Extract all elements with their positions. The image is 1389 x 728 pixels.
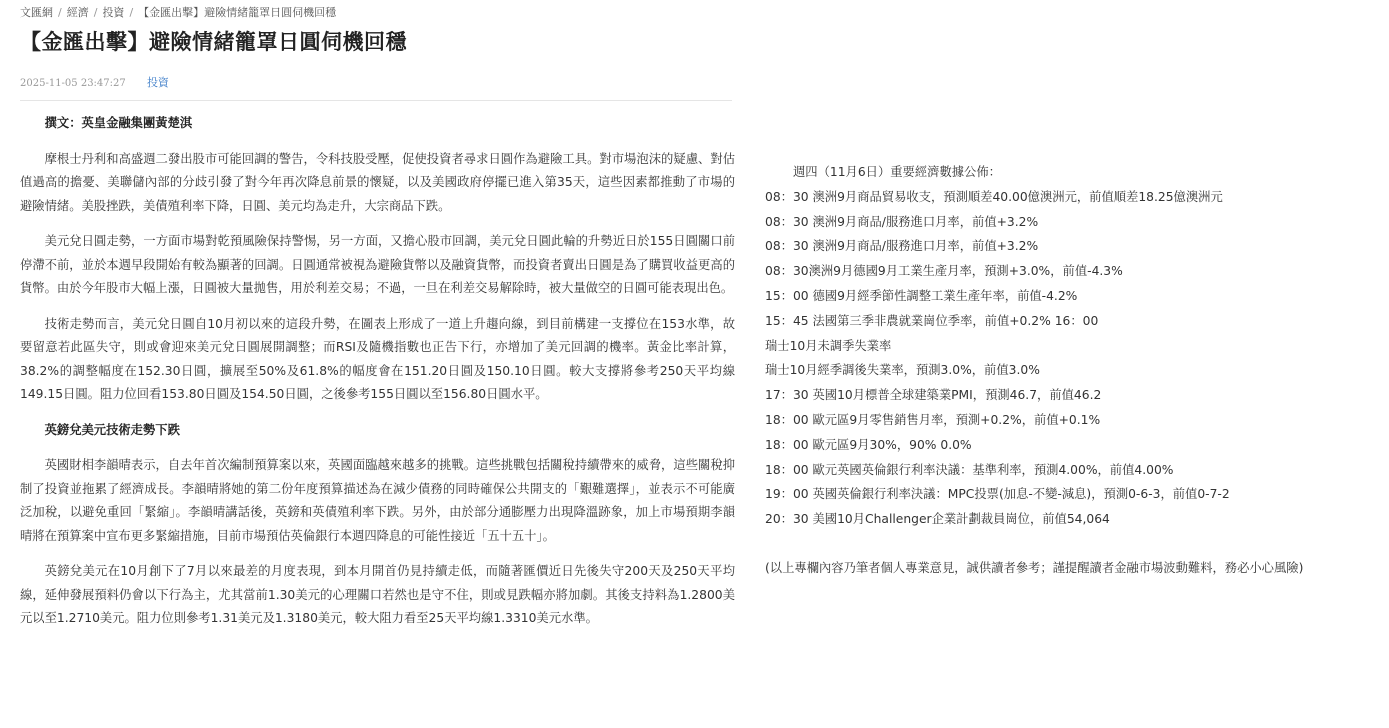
article-paragraph: 英鎊兌美元在10月創下了7月以來最差的月度表現，到本月開首仍見持續走低，而隨著匯價近日先後失守200天及250天平均線，延伸發展預料仍會以下行為主，尤其當前1.30美元的心理關口若然也是守不住，則或見跌幅亦將加劇。其後支持料為1.2800美元以至1.2710美元。阻力位則參考1.31美元及1.3180美元，較大阻力看至25天平均線1.3310美元水準。 bbox=[20, 564, 735, 625]
title-divider bbox=[20, 100, 732, 101]
breadcrumb-home-link[interactable]: 文匯網 bbox=[20, 6, 53, 19]
calendar-event: 17：30 英國10月標普全球建築業PMI，預測46.7，前值46.2 bbox=[765, 388, 1102, 403]
breadcrumb-separator: / bbox=[93, 6, 98, 19]
breadcrumb-current-article-link[interactable]: 【金匯出擊】避險情緒籠罩日圓伺機回穩 bbox=[138, 6, 337, 19]
calendar-event: 瑞士10月經季調後失業率，預測3.0%，前值3.0% bbox=[765, 363, 1040, 378]
calendar-event: 19：00 英國英倫銀行利率決議：MPC投票(加息-不變-減息)，預測0-6-3，前值0-7-2 bbox=[765, 487, 1230, 502]
calendar-event: 20：30 美國10月Challenger企業計劃裁員崗位，前值54,064 bbox=[765, 512, 1110, 527]
calendar-event: 15：00 德國9月經季節性調整工業生產年率，前值-4.2% bbox=[765, 288, 1078, 303]
economic-calendar bbox=[765, 160, 1365, 581]
calendar-event: 08：30 澳洲9月商品/服務進口月率，前值+3.2% bbox=[765, 239, 1039, 254]
disclaimer-note: (以上專欄內容乃筆者個人專業意見，誠供讀者參考；謹提醒讀者金融市場波動難料，務必小心風險) bbox=[765, 560, 1304, 575]
calendar-event: 08：30 澳洲9月商品貿易收支，預測順差40.00億澳洲元，前值順差18.25億澳洲元 bbox=[765, 189, 1223, 204]
breadcrumb-separator: / bbox=[58, 6, 62, 19]
breadcrumb bbox=[20, 4, 336, 20]
article-datetime: 2025-11-05 23:47:27 bbox=[20, 78, 126, 89]
article-paragraph: 技術走勢而言，美元兌日圓自10月初以來的這段升勢，在圖表上形成了一道上升趨向線，到目前構建一支撐位在153水準，故要留意若此區失守，則或會迎來美元兌日圓展開調整；而RSI及隨機指數也正告下行，亦增加了美元回調的機率。黃金比率計算，38.2%的調整幅度在152.30日圓，擴展至50%及61.8%的幅度會在151.20日圓及150.10日圓。較大支撐將參考250天平均線149.15日圓。阻力位回看153.80日圓及154.50日圓，之後參考155日圓以至156.80日圓水平。 bbox=[20, 316, 735, 401]
calendar-event: 18：00 歐元英國英倫銀行利率決議：基準利率，預測4.00%，前值4.00% bbox=[765, 462, 1174, 477]
article-category-link[interactable]: 投資 bbox=[146, 76, 169, 89]
calendar-event: 18：00 歐元區9月零售銷售月率，預測+0.2%，前值+0.1% bbox=[765, 412, 1101, 427]
breadcrumb-economy-link[interactable]: 經濟 bbox=[66, 6, 89, 19]
calendar-intro: 週四（11月6日）重要經濟數據公佈： bbox=[793, 165, 1001, 179]
calendar-event: 18：00 歐元區9月30%，90% 0.0% bbox=[765, 437, 972, 452]
article-paragraph: 美元兌日圓走勢，一方面市場對乾預風險保持警惕，另一方面，又擔心股市回調，美元兌日圓此輪的升勢近日於155日圓關口前停滯不前，並於本週早段開始有較為顯著的回調。日圓通常被視為避險貨幣以及融資貨幣，而投資者賣出日圓是為了購買收益更高的貨幣。由於今年股市大幅上漲，日圓被大量拋售，用於利差交易；不過，一旦在利差交易解除時，被大量做空的日圓可能表現出色。 bbox=[20, 234, 735, 295]
article-author: 撰文：英皇金融集團黃楚淇 bbox=[44, 116, 193, 130]
calendar-event: 瑞士10月未調季失業率 bbox=[765, 338, 892, 353]
article-meta bbox=[20, 74, 169, 90]
calendar-event: 08：30 澳洲9月商品/服務進口月率，前值+3.2% bbox=[765, 214, 1039, 229]
calendar-event: 08：30澳洲9月德國9月工業生產月率，預測+3.0%，前值-4.3% bbox=[765, 264, 1123, 279]
article-paragraph: 英國財相李韻晴表示，自去年首次編制預算案以來，英國面臨越來越多的挑戰。這些挑戰包括關稅持續帶來的威脅，這些關稅抑制了投資並拖累了經濟成長。李韻晴將她的第二份年度預算描述為在減少債務的同時確保公共開支的「艱難選擇」，並表示不可能廣泛加稅，以避免重回「緊縮」。李韻晴講話後，英鎊和英債殖利率下跌。另外，由於部分通膨壓力出現降溫跡象，加上市場預期李韻晴將在預算案中宣布更多緊縮措施，目前市場預估英倫銀行本週四降息的可能性接近「五十五十」。 bbox=[20, 458, 735, 543]
breadcrumb-separator: / bbox=[129, 6, 134, 19]
article-title: 【金匯出擊】避險情緒籠罩日圓伺機回穩 bbox=[20, 30, 407, 54]
article-body bbox=[20, 112, 735, 643]
calendar-event: 15：45 法國第三季非農就業崗位季率，前值+0.2% 16：00 bbox=[765, 313, 1099, 328]
article-subheading: 英鎊兌美元技術走勢下跌 bbox=[44, 422, 180, 437]
article-paragraph: 摩根士丹利和高盛週二發出股市可能回調的警告，令科技股受壓，促使投資者尋求日圓作為避險工具。對市場泡沫的疑慮、對估值過高的擔憂、美聯儲內部的分歧引發了對今年再次降息前景的懷疑，以及美國政府停擺已進入第35天，這些因素都推動了市場的避險情緒。美股挫跌，美債殖利率下降，日圓、美元均為走升，大宗商品下跌。 bbox=[20, 151, 735, 213]
breadcrumb-investment-link[interactable]: 投資 bbox=[102, 6, 125, 19]
